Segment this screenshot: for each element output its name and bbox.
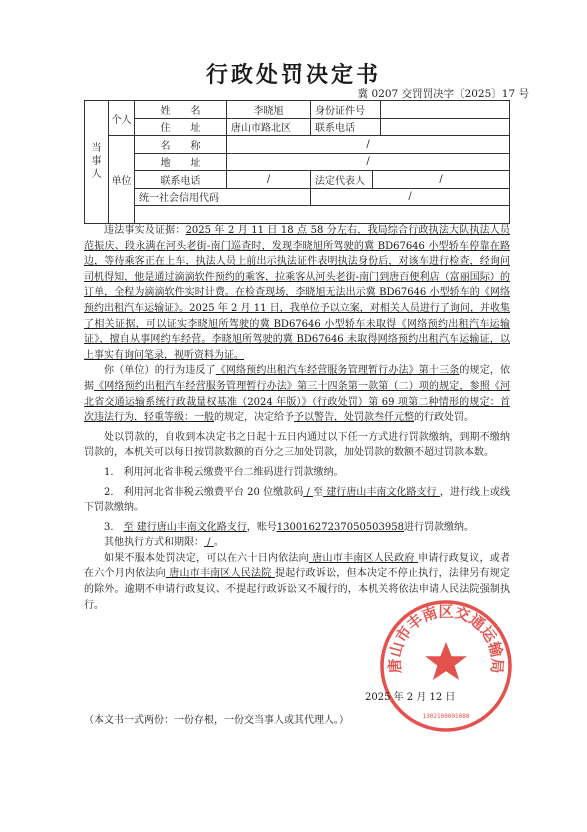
payment-intro: 处以罚款的，自收到本决定书之日起十五日内通过以下任一方式进行罚款缴纳，到期不缴纳罚款的，本机关可以每日按罚款数额的百分之三加处罚款，加处罚款的数额不超过罚款本数。 <box>84 431 510 459</box>
name-label: 姓 名 <box>135 101 227 119</box>
payment-method-2-text: 2. 利用河北省非税云缴费平台 20 位缴款码 <box>104 486 304 498</box>
party-label: 当事人 <box>85 101 109 224</box>
payment-method-1: 1. 利用河北省非税云缴费平台二维码进行罚款缴纳。 <box>104 466 344 478</box>
unit-label: 单位 <box>109 136 135 224</box>
violation-text-2: 的规定，依据 <box>84 365 511 392</box>
violated-law: 《网络预约出租汽车经营服务管理暂行办法》第十三条 <box>215 365 460 377</box>
unit-address-label: 地 址 <box>135 153 227 171</box>
payment-method-3 <box>84 520 510 536</box>
review-authority: 唐山市丰南区人民政府 <box>308 552 419 564</box>
facts-paragraph <box>84 223 510 363</box>
facts-text: 2025 年 2 月 11 日 18 点 58 分左右，我局综合行政执法大队执法人员范振庆、段永满在河头老街-南门巡查时，发现李晓旭所驾驶的冀 BD67646 小型轿车停靠在路边，等待乘客正在上车，执法人员上前出示执法证件表明执法身份后，对该车进行检查，经询问司机得知，他是通过滴滴软件预约的乘客，拉乘客从河头老街-南门到唐百便利店（富丽国际）的订单，全程为滴滴软件实时计费。在检查现场，李晓旭无法出示冀 BD67646 小型轿车的《网络预约出租汽车运输证》。2025 年 2 月 11 日，我单位予以立案，对相关人员进行了询问，并收集了相关证据，可以证实李晓旭所驾驶的冀 BD67646 小型轿车未取得《网络预约出租汽车运输证》，擅自从事网约车经营。李晓旭所驾驶的冀 BD67646 未取得网络预约出租汽车运输证，以上事实有询问笔录，视听资料为证。 <box>84 225 511 361</box>
unit-address-value: / <box>227 153 510 171</box>
payment-method-3-num: 3. <box>104 521 124 533</box>
credit-code-value: / <box>311 188 510 206</box>
seal-text: 唐山市丰南区交通运输局 <box>385 602 507 675</box>
address-label: 住 址 <box>135 118 227 136</box>
facts-lead: 违法事实及证据： <box>104 225 186 236</box>
remedy-text-2: 申请行政复议，或者在六个月内依法向 <box>84 552 511 580</box>
individual-label: 个人 <box>109 101 135 136</box>
bank-account-number: 13001627237050503958 <box>276 521 404 533</box>
litigation-court: 唐山市丰南区人民法院 <box>165 568 275 580</box>
document-title: 行政处罚决定书 <box>205 62 381 88</box>
name-value: 李晓旭 <box>227 101 311 119</box>
phone-label: 联系电话 <box>311 118 381 136</box>
address-value: 唐山市路北区 <box>227 118 311 136</box>
payment-method-3-end: 进行罚款缴纳。 <box>403 521 474 533</box>
unit-phone-value: / <box>227 171 311 189</box>
legal-rep-label: 法定代表人 <box>311 171 373 189</box>
violation-text-4: 的行政处罚。 <box>414 412 474 424</box>
unit-phone-label: 联系电话 <box>135 171 227 189</box>
payment-method-3-text: ，账号 <box>246 521 277 533</box>
penalty-decision: 予以警告，处罚款叁仟元整 <box>294 412 414 424</box>
seal-star <box>425 642 467 680</box>
remedy-text-3: 提起行政诉讼，但本决定不停止执行，法律另有规定的除外。逾期不申请行政复议、不提起行政诉讼又不履行的，本机关将依法申请人民法院强制执行。 <box>84 568 511 611</box>
payment-bank-1: 建行唐山丰南文化路支行 <box>323 486 440 498</box>
applied-law: 《网络预约出租汽车经营服务管理暂行办法》第三十四条第一款第（二）项的规定，参照《河北省交通运输系统行政裁量权基准（2024 年版）》（行政处罚）第 69 项第二种情形的规定：首次违法行为，轻重等级：一般 <box>84 380 511 424</box>
violation-text-1: 你（单位）的行为违反了 <box>104 365 216 377</box>
credit-code-label: 统一社会信用代码 <box>135 188 311 206</box>
other-execution-value: / <box>204 537 214 549</box>
document-number: 冀 0207 交罚罚决字〔2025〕17 号 <box>357 88 529 100</box>
document-body <box>84 223 510 613</box>
official-seal <box>378 598 514 734</box>
unit-name-value: / <box>227 136 510 154</box>
payment-code: / <box>303 486 314 498</box>
decision-date: 2025 年 2 月 12 日 <box>365 692 456 703</box>
phone-value <box>381 118 510 136</box>
violation-paragraph <box>84 363 510 425</box>
id-value <box>381 101 510 119</box>
seal-code: 1302100001088 <box>422 713 470 720</box>
footer-note: （本文书一式两份：一份存根，一份交当事人或其代理人。） <box>84 715 349 726</box>
unit-name-label: 名 称 <box>135 136 227 154</box>
other-execution <box>84 535 510 551</box>
payment-method-2 <box>84 485 510 516</box>
other-execution-end: 。 <box>213 537 224 549</box>
party-info-table <box>84 100 510 224</box>
payment-method-2-to: 至 <box>313 486 324 498</box>
other-execution-label: 其他执行方式和期限： <box>104 537 204 549</box>
payment-method-2-end: ，进行线上或线下罚款缴纳。 <box>84 486 511 514</box>
id-label: 身份证件号 <box>311 101 381 119</box>
legal-rep-value: / <box>373 171 510 189</box>
remedy-text-1: 如果不服本处罚决定，可以在六十日内依法向 <box>104 552 309 564</box>
violation-text-3: 的规定，决定给予 <box>214 412 294 424</box>
table-spacer <box>135 206 510 224</box>
payment-bank-2: 至 建行唐山丰南文化路支行 <box>123 521 247 533</box>
